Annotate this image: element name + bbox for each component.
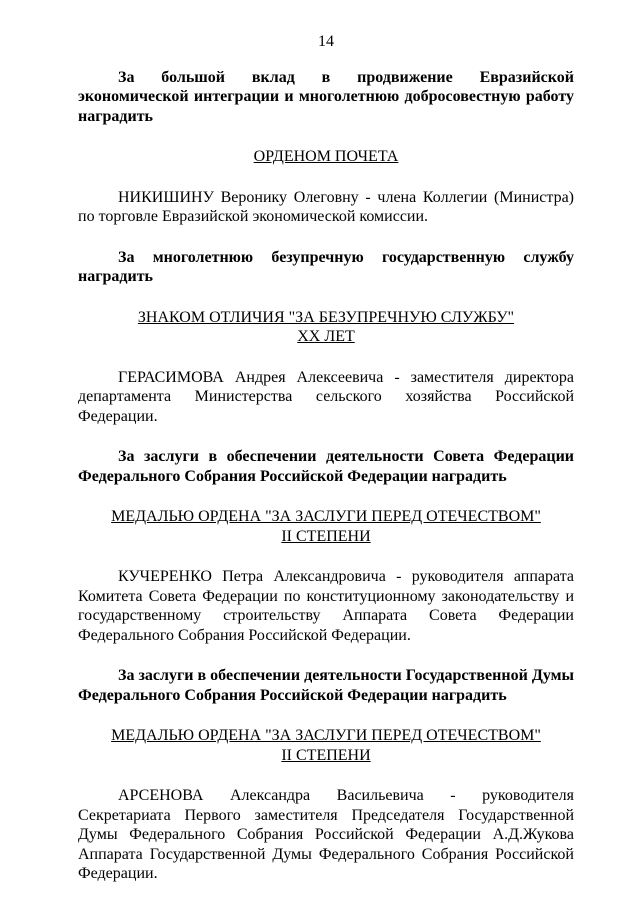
award-title: МЕДАЛЬЮ ОРДЕНА "ЗА ЗАСЛУГИ ПЕРЕД ОТЕЧЕСТВОМ" [111, 727, 541, 744]
recipient-description: НИКИШИНУ Веронику Олеговну - члена Коллегии (Министра) по торговле Евразийской экономической комиссии. [78, 188, 574, 225]
award-title: ОРДЕНОМ ПОЧЕТА [253, 148, 399, 165]
award-motive: За заслуги в обеспечении деятельности Государственной Думы Федерального Собрания Российской Федерации наградить [78, 667, 574, 704]
award-motive: За заслуги в обеспечении деятельности Совета Федерации Федерального Собрания Российской Федерации наградить [78, 448, 574, 485]
recipient-description: АРСЕНОВА Александра Васильевича - руководителя Секретариата Первого заместителя Председателя Государственной Думы Федерального Собрания Российской Федерации А.Д.Жукова Аппарата Государственной Думы Федерального Собрания Российской Федерации. [78, 787, 574, 882]
recipient-description: ГЕРАСИМОВА Андрея Алексеевича - заместителя директора департамента Министерства сельского хозяйства Российской Федерации. [78, 368, 574, 425]
award-title: ЗНАКОМ ОТЛИЧИЯ "ЗА БЕЗУПРЕЧНУЮ СЛУЖБУ" [137, 308, 515, 326]
award-title-degree: XX ЛЕТ [297, 328, 355, 345]
award-motive: За большой вклад в продвижение Евразийской экономической интеграции и многолетнюю добросовестную работу наградить [78, 68, 574, 125]
award-title-degree: II СТЕПЕНИ [281, 527, 371, 545]
award-title-degree: II СТЕПЕНИ [281, 746, 371, 764]
award-motive: За многолетнюю безупречную государственную службу наградить [78, 248, 574, 285]
recipient-description: КУЧЕРЕНКО Петра Александровича - руководителя аппарата Комитета Совета Федерации по конституционному законодательству и государственному строительству Аппарата Совета Федерации Федерального Собрания Российской Федерации. [78, 568, 574, 644]
page-number: 14 [318, 33, 334, 50]
award-title: МЕДАЛЬЮ ОРДЕНА "ЗА ЗАСЛУГИ ПЕРЕД ОТЕЧЕСТВОМ" [111, 508, 541, 525]
